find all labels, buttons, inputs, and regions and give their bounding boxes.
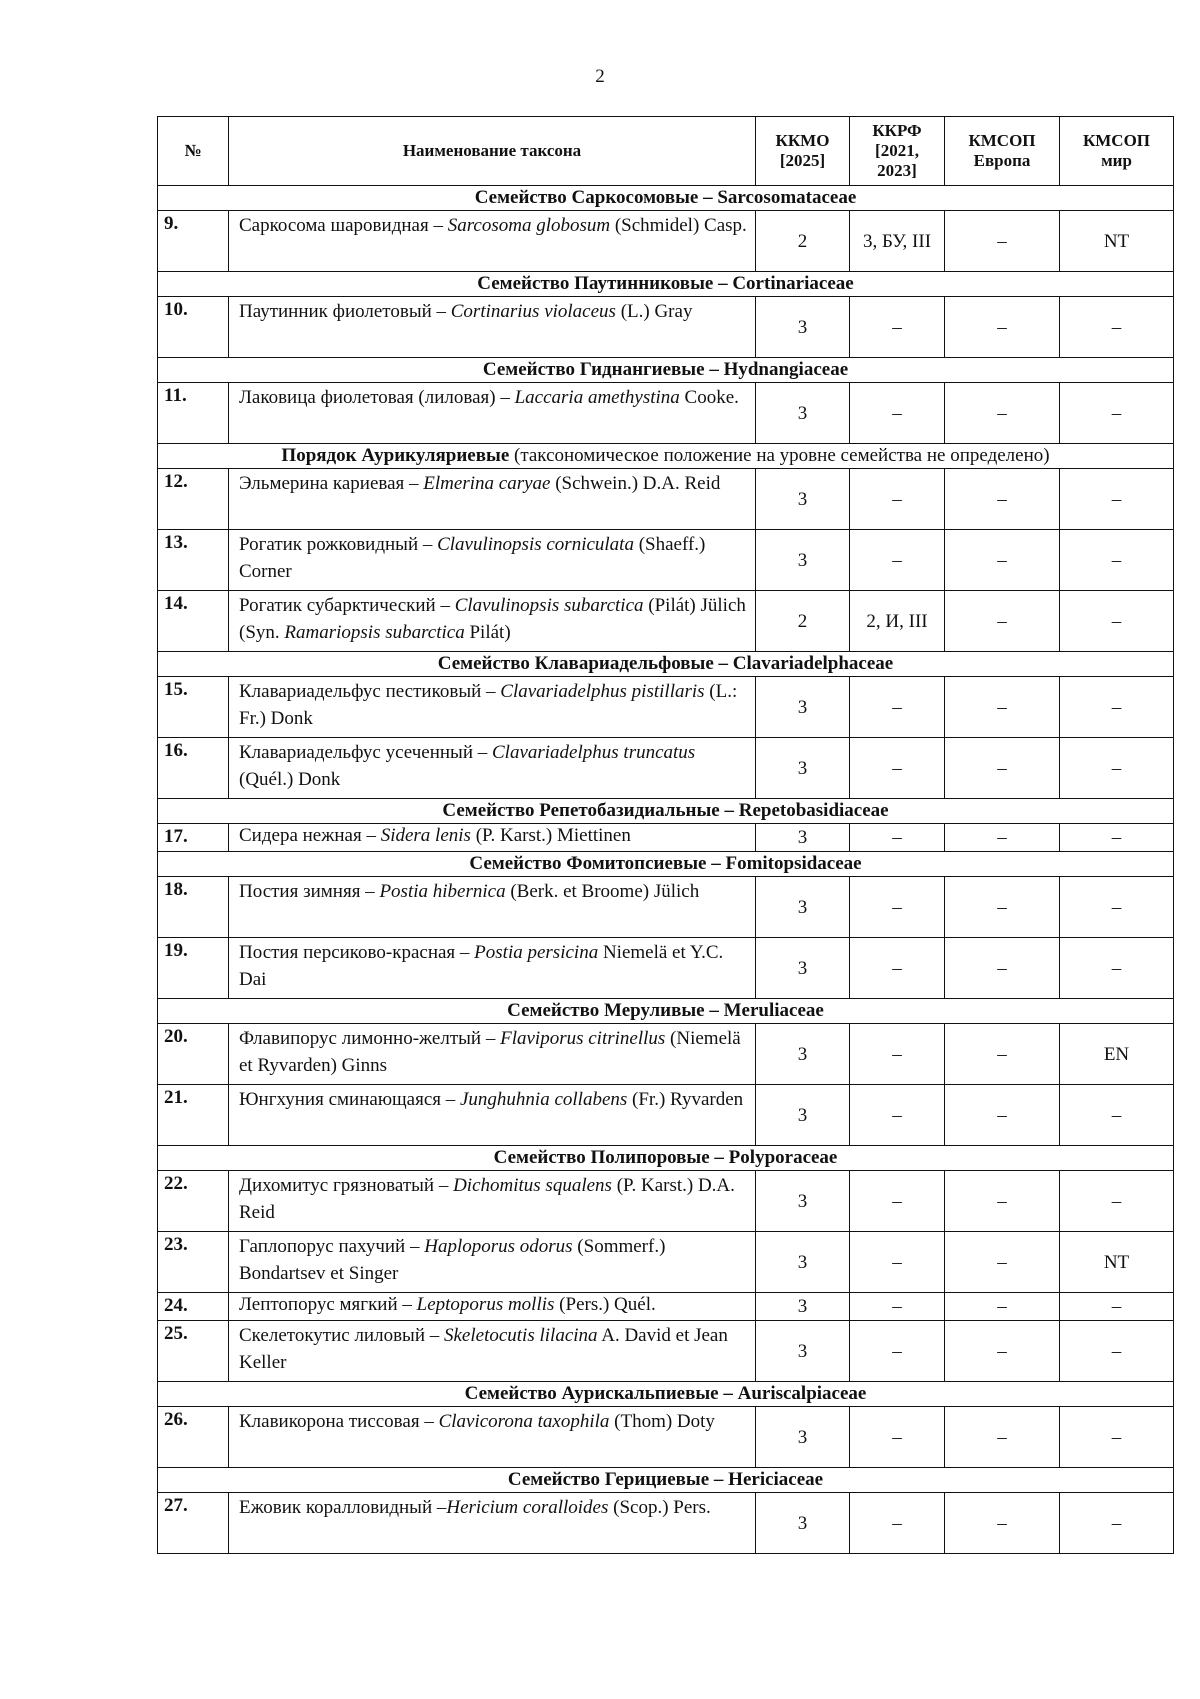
- row-number: 19.: [158, 938, 229, 999]
- row-number: 21.: [158, 1085, 229, 1146]
- author: (L.: Fr.) Donk: [239, 681, 738, 729]
- iucn-world-status: –: [1060, 1493, 1174, 1554]
- family-row: [158, 1382, 1174, 1407]
- header-kkmo: [756, 117, 850, 186]
- family-heading: Семейство Аурискальпиевые – Auriscalpiaceae: [158, 1382, 1174, 1407]
- family-row: [158, 1146, 1174, 1171]
- taxon-name: [229, 297, 756, 358]
- row-number: 20.: [158, 1024, 229, 1085]
- iucn-world-status: –: [1060, 469, 1174, 530]
- author: (Scop.) Pers.: [608, 1497, 711, 1518]
- latin-name: Clavulinopsis subarctica: [454, 595, 644, 616]
- author: (Niemelä et Ryvarden) Ginns: [239, 1028, 741, 1076]
- kkmo-status: 3: [756, 1321, 850, 1382]
- family-row: [158, 999, 1174, 1024]
- iucn-world-status: NT: [1060, 211, 1174, 272]
- kkrf-status: –: [850, 677, 945, 738]
- family-row: [158, 1468, 1174, 1493]
- header-num: №: [158, 117, 229, 186]
- kkrf-status: –: [850, 1024, 945, 1085]
- family-row: [158, 272, 1174, 297]
- kkrf-status: –: [850, 530, 945, 591]
- row-number: 27.: [158, 1493, 229, 1554]
- row-number: 15.: [158, 677, 229, 738]
- iucn-europe-status: –: [945, 211, 1060, 272]
- family-row: [158, 358, 1174, 383]
- russian-name: Сидера нежная –: [239, 825, 381, 846]
- kkrf-status: 2, И, III: [850, 591, 945, 652]
- row-number: 25.: [158, 1321, 229, 1382]
- author: (Berk. et Broome) Jülich: [505, 881, 700, 902]
- kkmo-status: 3: [756, 738, 850, 799]
- russian-name: Лептопорус мягкий –: [239, 1294, 417, 1315]
- taxon-name: [229, 1171, 756, 1232]
- table-row: [158, 1171, 1174, 1232]
- iucn-world-status: –: [1060, 938, 1174, 999]
- family-row: [158, 799, 1174, 824]
- row-number: 10.: [158, 297, 229, 358]
- iucn-world-status: –: [1060, 677, 1174, 738]
- taxon-name: [229, 824, 756, 852]
- iucn-europe-status: –: [945, 824, 1060, 852]
- taxon-name: [229, 530, 756, 591]
- iucn-europe-status: –: [945, 1493, 1060, 1554]
- family-row: [158, 186, 1174, 211]
- kkrf-status: –: [850, 1493, 945, 1554]
- latin-name: Junghuhnia collabens: [460, 1089, 628, 1110]
- latin-name: Flaviporus citrinellus: [500, 1028, 666, 1049]
- taxon-name: [229, 591, 756, 652]
- kkmo-status: 3: [756, 1407, 850, 1468]
- kkrf-status: –: [850, 383, 945, 444]
- kkrf-status: 3, БУ, III: [850, 211, 945, 272]
- iucn-world-status: –: [1060, 1085, 1174, 1146]
- table-body: [158, 186, 1174, 1554]
- row-number: 24.: [158, 1293, 229, 1321]
- row-number: 22.: [158, 1171, 229, 1232]
- table-row: [158, 1293, 1174, 1321]
- table-row: [158, 297, 1174, 358]
- table-row: [158, 877, 1174, 938]
- header-iucn-europe: [945, 117, 1060, 186]
- kkrf-status: –: [850, 469, 945, 530]
- family-heading: Семейство Саркосомовые – Sarcosomataceae: [158, 186, 1174, 211]
- author: (L.) Gray: [615, 301, 693, 322]
- iucn-world-status: –: [1060, 877, 1174, 938]
- iucn-world-status: –: [1060, 1321, 1174, 1382]
- author: (Pilát) Jülich (Syn.: [239, 595, 746, 643]
- kkmo-status: 3: [756, 383, 850, 444]
- russian-name: Паутинник фиолетовый –: [239, 301, 451, 322]
- kkmo-status: 3: [756, 877, 850, 938]
- taxon-name: [229, 1407, 756, 1468]
- russian-name: Флавипорус лимонно-желтый –: [239, 1028, 501, 1049]
- taxon-name: [229, 938, 756, 999]
- taxon-name: [229, 1493, 756, 1554]
- latin-name: Cortinarius violaceus: [450, 301, 616, 322]
- header-iucn-world-line: мир: [1101, 151, 1132, 170]
- table-row: [158, 1321, 1174, 1382]
- russian-name: Клавикорона тиссовая –: [239, 1411, 439, 1432]
- russian-name: Рогатик субарктический –: [239, 595, 455, 616]
- table-row: [158, 211, 1174, 272]
- header-iucn-europe-line: КМСОП: [968, 131, 1036, 150]
- family-row: [158, 852, 1174, 877]
- page-number: 2: [595, 66, 605, 87]
- russian-name: Лаковица фиолетовая (лиловая) –: [239, 387, 515, 408]
- kkmo-status: 3: [756, 1171, 850, 1232]
- russian-name: Постия персиково-красная –: [239, 942, 475, 963]
- taxon-name: [229, 1232, 756, 1293]
- latin-name: Sarcosoma globosum: [447, 215, 611, 236]
- header-kkrf-line: [2021,: [875, 141, 919, 160]
- header-iucn-world-line: КМСОП: [1082, 131, 1151, 150]
- latin-name: Elmerina caryae: [423, 473, 551, 494]
- kkmo-status: 3: [756, 1493, 850, 1554]
- iucn-europe-status: –: [945, 530, 1060, 591]
- synonym-latin-name: Ramariopsis subarctica: [284, 622, 465, 643]
- russian-name: Юнгхуния сминающаяся –: [239, 1089, 460, 1110]
- taxon-name: [229, 469, 756, 530]
- iucn-world-status: –: [1060, 824, 1174, 852]
- row-number: 12.: [158, 469, 229, 530]
- kkrf-status: –: [850, 1232, 945, 1293]
- author: (P. Karst.) Miettinen: [470, 825, 631, 846]
- family-heading: Семейство Гиднангиевые – Hydnangiaceae: [158, 358, 1174, 383]
- order-row: [158, 444, 1174, 469]
- author: Cooke.: [679, 387, 739, 408]
- kkmo-status: 2: [756, 211, 850, 272]
- latin-name: Haploporus odorus: [424, 1236, 573, 1257]
- row-number: 9.: [158, 211, 229, 272]
- latin-name: Laccaria amethystina: [514, 387, 680, 408]
- russian-name: Постия зимняя –: [239, 881, 380, 902]
- order-heading: [158, 444, 1174, 469]
- kkmo-status: 3: [756, 297, 850, 358]
- latin-name: Clavicorona taxophila: [438, 1411, 610, 1432]
- table-row: [158, 469, 1174, 530]
- iucn-europe-status: –: [945, 1293, 1060, 1321]
- kkrf-status: –: [850, 1293, 945, 1321]
- table-row: [158, 1232, 1174, 1293]
- kkrf-status: –: [850, 1407, 945, 1468]
- row-number: 17.: [158, 824, 229, 852]
- kkrf-status: –: [850, 938, 945, 999]
- header-iucn-world: [1060, 117, 1174, 186]
- row-number: 23.: [158, 1232, 229, 1293]
- iucn-europe-status: –: [945, 877, 1060, 938]
- order-note: (таксономическое положение на уровне семейства не определено): [509, 445, 1050, 466]
- table-row: [158, 591, 1174, 652]
- taxon-name: [229, 383, 756, 444]
- row-number: 26.: [158, 1407, 229, 1468]
- row-number: 14.: [158, 591, 229, 652]
- kkrf-status: –: [850, 877, 945, 938]
- kkrf-status: –: [850, 738, 945, 799]
- row-number: 11.: [158, 383, 229, 444]
- iucn-world-status: –: [1060, 530, 1174, 591]
- kkmo-status: 3: [756, 938, 850, 999]
- russian-name: Скелетокутис лиловый –: [239, 1325, 444, 1346]
- header-taxon-name: Наименование таксона: [229, 117, 756, 186]
- iucn-europe-status: –: [945, 1171, 1060, 1232]
- header-kkrf-line: 2023]: [877, 161, 917, 180]
- kkrf-status: –: [850, 1321, 945, 1382]
- author: A. David et Jean Keller: [239, 1325, 728, 1373]
- table-row: [158, 383, 1174, 444]
- iucn-world-status: –: [1060, 383, 1174, 444]
- iucn-world-status: –: [1060, 1293, 1174, 1321]
- russian-name: Клавариадельфус усеченный –: [239, 742, 492, 763]
- table-row: [158, 530, 1174, 591]
- author: (Pers.) Quél.: [554, 1294, 656, 1315]
- iucn-world-status: –: [1060, 738, 1174, 799]
- kkmo-status: 3: [756, 530, 850, 591]
- taxon-name: [229, 877, 756, 938]
- kkrf-status: –: [850, 297, 945, 358]
- header-kkrf-line: ККРФ: [872, 121, 922, 140]
- table-row: [158, 1493, 1174, 1554]
- taxon-name: [229, 1321, 756, 1382]
- table-row: [158, 938, 1174, 999]
- latin-name: Leptoporus mollis: [416, 1294, 555, 1315]
- kkrf-status: –: [850, 1085, 945, 1146]
- kkmo-status: 3: [756, 1024, 850, 1085]
- row-number: 18.: [158, 877, 229, 938]
- iucn-world-status: –: [1060, 1407, 1174, 1468]
- iucn-europe-status: –: [945, 1024, 1060, 1085]
- kkrf-status: –: [850, 1171, 945, 1232]
- row-number: 16.: [158, 738, 229, 799]
- iucn-europe-status: –: [945, 469, 1060, 530]
- table-row: [158, 738, 1174, 799]
- author: (Quél.) Donk: [239, 769, 341, 790]
- author: (Sommerf.) Bondartsev et Singer: [239, 1236, 666, 1284]
- taxon-name: [229, 1024, 756, 1085]
- iucn-europe-status: –: [945, 1321, 1060, 1382]
- taxon-name: [229, 211, 756, 272]
- family-heading: Семейство Паутинниковые – Cortinariaceae: [158, 272, 1174, 297]
- latin-name: Postia persicina: [474, 942, 599, 963]
- russian-name: Клавариадельфус пестиковый –: [239, 681, 501, 702]
- taxon-name: [229, 738, 756, 799]
- kkmo-status: 3: [756, 824, 850, 852]
- kkmo-status: 3: [756, 1293, 850, 1321]
- latin-name: Dichomitus squalens: [453, 1175, 612, 1196]
- family-heading: Семейство Меруливые – Meruliaceae: [158, 999, 1174, 1024]
- iucn-europe-status: –: [945, 938, 1060, 999]
- latin-name: Skeletocutis lilacina: [443, 1325, 598, 1346]
- header-iucn-europe-line: Европа: [973, 151, 1031, 170]
- family-heading: Семейство Полипоровые – Polyporaceae: [158, 1146, 1174, 1171]
- kkmo-status: 2: [756, 591, 850, 652]
- header-kkrf: [850, 117, 945, 186]
- table-header-row: [158, 117, 1174, 186]
- family-heading: Семейство Клавариадельфовые – Clavariadelphaceae: [158, 652, 1174, 677]
- iucn-world-status: NT: [1060, 1232, 1174, 1293]
- iucn-world-status: EN: [1060, 1024, 1174, 1085]
- latin-name: Postia hibernica: [379, 881, 506, 902]
- kkmo-status: 3: [756, 1085, 850, 1146]
- iucn-europe-status: –: [945, 383, 1060, 444]
- iucn-europe-status: –: [945, 1407, 1060, 1468]
- header-kkmo-line: ККМО: [775, 131, 830, 150]
- latin-name: Clavariadelphus pistillaris: [500, 681, 705, 702]
- taxa-table: [157, 116, 1174, 1554]
- russian-name: Саркосома шаровидная –: [239, 215, 448, 236]
- iucn-world-status: –: [1060, 297, 1174, 358]
- table-row: [158, 1024, 1174, 1085]
- iucn-europe-status: –: [945, 738, 1060, 799]
- russian-name: Рогатик рожковидный –: [239, 534, 438, 555]
- table-row: [158, 1085, 1174, 1146]
- kkmo-status: 3: [756, 677, 850, 738]
- iucn-europe-status: –: [945, 1232, 1060, 1293]
- synonym-author: Pilát): [464, 622, 511, 643]
- author: (Schwein.) D.A. Reid: [550, 473, 721, 494]
- kkmo-status: 3: [756, 469, 850, 530]
- russian-name: Эльмерина кариевая –: [239, 473, 424, 494]
- row-number: 13.: [158, 530, 229, 591]
- table-row: [158, 824, 1174, 852]
- taxon-name: [229, 1293, 756, 1321]
- latin-name: Clavariadelphus truncatus: [492, 742, 696, 763]
- russian-name: Дихомитус грязноватый –: [239, 1175, 454, 1196]
- russian-name: Ежовик коралловидный –: [239, 1497, 447, 1518]
- header-kkmo-line: [2025]: [779, 151, 826, 170]
- russian-name: Гаплопорус пахучий –: [239, 1236, 425, 1257]
- author: (Shaeff.) Corner: [239, 534, 706, 582]
- author: (P. Karst.) D.A. Reid: [239, 1175, 735, 1223]
- iucn-world-status: –: [1060, 1171, 1174, 1232]
- table-row: [158, 677, 1174, 738]
- iucn-europe-status: –: [945, 297, 1060, 358]
- latin-name: Clavulinopsis corniculata: [437, 534, 634, 555]
- iucn-europe-status: –: [945, 677, 1060, 738]
- author: (Fr.) Ryvarden: [627, 1089, 744, 1110]
- author: (Thom) Doty: [609, 1411, 715, 1432]
- kkrf-status: –: [850, 824, 945, 852]
- iucn-europe-status: –: [945, 1085, 1060, 1146]
- family-heading: Семейство Репетобазидиальные – Repetobasidiaceae: [158, 799, 1174, 824]
- latin-name: Hericium coralloides: [446, 1497, 609, 1518]
- order-name: Порядок Аурикуляриевые: [281, 445, 510, 466]
- latin-name: Sidera lenis: [380, 825, 471, 846]
- author: Niemelä et Y.C. Dai: [239, 942, 724, 990]
- family-heading: Семейство Фомитопсиевые – Fomitopsidaceae: [158, 852, 1174, 877]
- table-row: [158, 1407, 1174, 1468]
- taxon-name: [229, 677, 756, 738]
- iucn-world-status: –: [1060, 591, 1174, 652]
- iucn-europe-status: –: [945, 591, 1060, 652]
- kkmo-status: 3: [756, 1232, 850, 1293]
- family-row: [158, 652, 1174, 677]
- family-heading: Семейство Герициевые – Hericiaceae: [158, 1468, 1174, 1493]
- author: (Schmidel) Casp.: [610, 215, 747, 236]
- taxon-name: [229, 1085, 756, 1146]
